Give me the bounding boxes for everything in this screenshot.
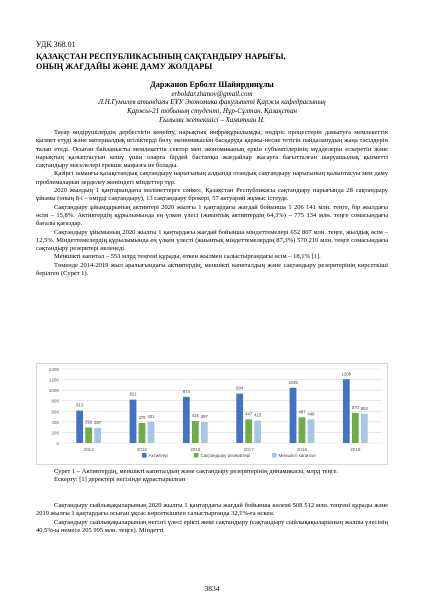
data-label: 292 xyxy=(85,419,93,425)
author-name: Даржанов Ерболт Шайирдинұлы xyxy=(150,80,274,89)
paragraph: Тауар өндірушілердің дербестігін кеңейту, нарықтық инфрақұрылымды, өндіріс процестерін дамытуға мемлекеттік қызмет етуді және материалдық игіліктерді бөлу экономикасын басқаруда қаржы-несие тетігін пайдаланудың жаңа тәсілдерін талап етеді. Осыған байланысты мемлекеттік сектор мен экономиканың еркін субъектілерінің мүдделерін ескеретін және нарықтың қалыптасуын кешу үшін оларға бірдей бастапқы жағдайлар жасауға бағытталған шаруашылық қызметті сақтандыру мәселелері ерекше маңызға ие болады. xyxy=(36,129,388,170)
data-label: 415 xyxy=(191,413,199,419)
bar xyxy=(130,400,137,443)
affiliation-line: Қаржы-21 тобының студенті, Нұр-Сұлтан, Қазақстан xyxy=(127,107,297,115)
article-body-continued xyxy=(36,502,388,535)
bar xyxy=(85,428,92,443)
data-label: 487 xyxy=(298,409,306,415)
bar xyxy=(254,421,261,443)
data-label: 570 xyxy=(351,404,359,410)
paragraph: Сақтандыру ұйымының 2020 жылғы 1 қаңтардағы жағдай бойынша міндеттемелері 652 807 млн. теңге, жылдық өсім – 12,5%. Міндеттемелердің құрылымында ең үлкен үлесті (жиынтық міндеттемелердің 87,3%) 570 210 млн. теңге сомасындағы сақтандыру резервтері иеленеді. xyxy=(36,228,388,253)
affiliation-line: Л.Н.Гумилев атындағы ЕҰУ Экономика факультеті Қаржы кафедрасының xyxy=(98,98,326,106)
bar xyxy=(94,428,101,443)
bar-chart xyxy=(36,363,388,465)
x-tick-label: 2016 xyxy=(190,447,201,452)
data-label: 553 xyxy=(360,405,368,411)
legend-swatch xyxy=(142,453,147,458)
y-tick-label: 200 xyxy=(51,430,59,436)
bar xyxy=(245,419,252,443)
x-tick-label: 2017 xyxy=(243,447,254,452)
bar xyxy=(299,417,306,443)
article-title xyxy=(36,52,388,72)
page-number: 3834 xyxy=(204,584,220,593)
bar xyxy=(343,379,350,443)
legend-swatch xyxy=(194,453,199,458)
y-tick-label: 0 xyxy=(56,441,59,446)
data-label: 1045 xyxy=(288,379,298,385)
paragraph: 2020 жылдың 1 қаңтарындағы мәліметтерге сәйкес, Қазақстан Республикасы сақтандыру нарығында 28 сақтандыру ұйымы (оның 8-і – өмірді сақтандыру), 13 сақтандыру брокері, 57 актуарий жұмыс істеуде. xyxy=(36,187,388,203)
paragraph: Меншікті капитал – 553 млрд теңгені құрады, өткен жылмен салыстырғандағы өсім – 18,1% [1]. xyxy=(54,253,321,261)
data-label: 448 xyxy=(307,411,315,417)
data-label: 397 xyxy=(200,414,208,420)
y-tick-label: 800 xyxy=(51,398,59,404)
x-tick-label: 2014 xyxy=(83,447,94,452)
y-tick-label: 600 xyxy=(51,409,59,415)
article-body xyxy=(36,129,388,278)
y-tick-label: 400 xyxy=(51,419,59,425)
legend-label: Сақтандыру резервтері xyxy=(200,453,251,458)
title-line: ОНЫҢ ЖАҒДАЙЫ ЖӘНЕ ДАМУ ЖОЛДАРЫ xyxy=(36,62,213,71)
x-tick-label: 2015 xyxy=(136,447,148,452)
supervisor-line: Ғылыми жетекшісі – Хамитхан Н. xyxy=(159,116,265,124)
bar xyxy=(308,419,315,443)
data-label: 934 xyxy=(236,385,244,391)
caption-line: Сурет 1 – Активтердің, меншікті капиталдың және сақтандыру резервтерінің динамикасы, млрд теңге. xyxy=(54,468,339,475)
data-label: 1206 xyxy=(341,371,351,377)
bar xyxy=(352,413,359,443)
data-label: 401 xyxy=(147,413,155,419)
x-tick-label: 2018 xyxy=(296,447,308,452)
bar xyxy=(183,397,190,443)
bar xyxy=(148,422,155,443)
caption-note: Ескерту: [1] деректері негізінде құрастырылған xyxy=(54,476,186,484)
data-label: 821 xyxy=(129,391,137,397)
legend-label: Меншікті капитал xyxy=(278,453,316,458)
bar xyxy=(290,388,297,443)
bar xyxy=(192,421,199,443)
x-tick-label: 2019 xyxy=(350,447,361,452)
y-tick-label: 1200 xyxy=(48,377,59,383)
title-line: ҚАЗАҚСТАН РЕСПУБЛИКАСЫНЫҢ САҚТАНДЫРУ НАРЫҒЫ, xyxy=(36,52,286,61)
bar xyxy=(139,423,146,443)
chart-canvas xyxy=(36,363,388,465)
paragraph: Сақтандыру сыйлықақыларының негізгі үлесі ерікті жеке сақтандыру (сақтандыру сыйлықақыларының жалпы үлесінің 40,5%-ы немесе 205 995 млн. теңге). Міндетті xyxy=(36,518,388,534)
bar xyxy=(201,422,208,443)
paragraph: Сақтандыру сыйлықақыларының 2020 жылғы 1 қаңтардағы жағдай бойынша көлемі 508 512 млн. теңгені құрады және 2019 жылғы 1 қаңтардағы осыған ұқсас көрсеткішпен салыстырғанда 32,1%-ға өскен. xyxy=(36,502,388,518)
paragraph: Қазіргі заманғы қазақстандық сақтандыру нарығының алдында отандық сақтандыру нарығының қалыптасуы мен даму проблемаларын зерделеу жөніндегі міндеттер тұр. xyxy=(36,170,388,186)
y-tick-label: 1400 xyxy=(48,367,59,372)
legend-label: Активтер xyxy=(148,453,168,458)
paragraph: Сақтандыру ұйымдарының активтері 2020 жылғы 1 қаңтардағы жағдай бойынша 1 206 141 млн. теңге, бір жылдағы өсім – 15,8%. Активтердің құрылымында ең үлкен үлесі (жиынтық активтердің 64,3%) – 775 134 млн. теңге сомасындағы бағалы қағаздар. xyxy=(36,203,388,228)
legend-swatch xyxy=(272,453,277,458)
paragraph: Төменде 2014-2019 жыл аралығындағы активтердің, меншікті капиталдың және сақтандыру резервтерінің көрсеткіші берілген (Сурет 1). xyxy=(36,261,388,278)
data-label: 378 xyxy=(138,415,146,421)
y-tick-label: 1000 xyxy=(48,388,59,394)
bar xyxy=(76,411,83,443)
bar xyxy=(236,394,243,443)
figure-caption xyxy=(36,468,388,485)
data-label: 613 xyxy=(76,402,84,408)
author-email: erboldar.zhanov@gmail.com xyxy=(171,90,253,98)
data-label: 287 xyxy=(94,419,102,425)
data-label: 423 xyxy=(254,412,262,418)
bar xyxy=(361,414,368,443)
affiliation xyxy=(0,98,424,125)
data-label: 874 xyxy=(182,388,190,394)
data-label: 447 xyxy=(245,411,253,417)
udk-code: УДК 368.01 xyxy=(36,40,76,49)
